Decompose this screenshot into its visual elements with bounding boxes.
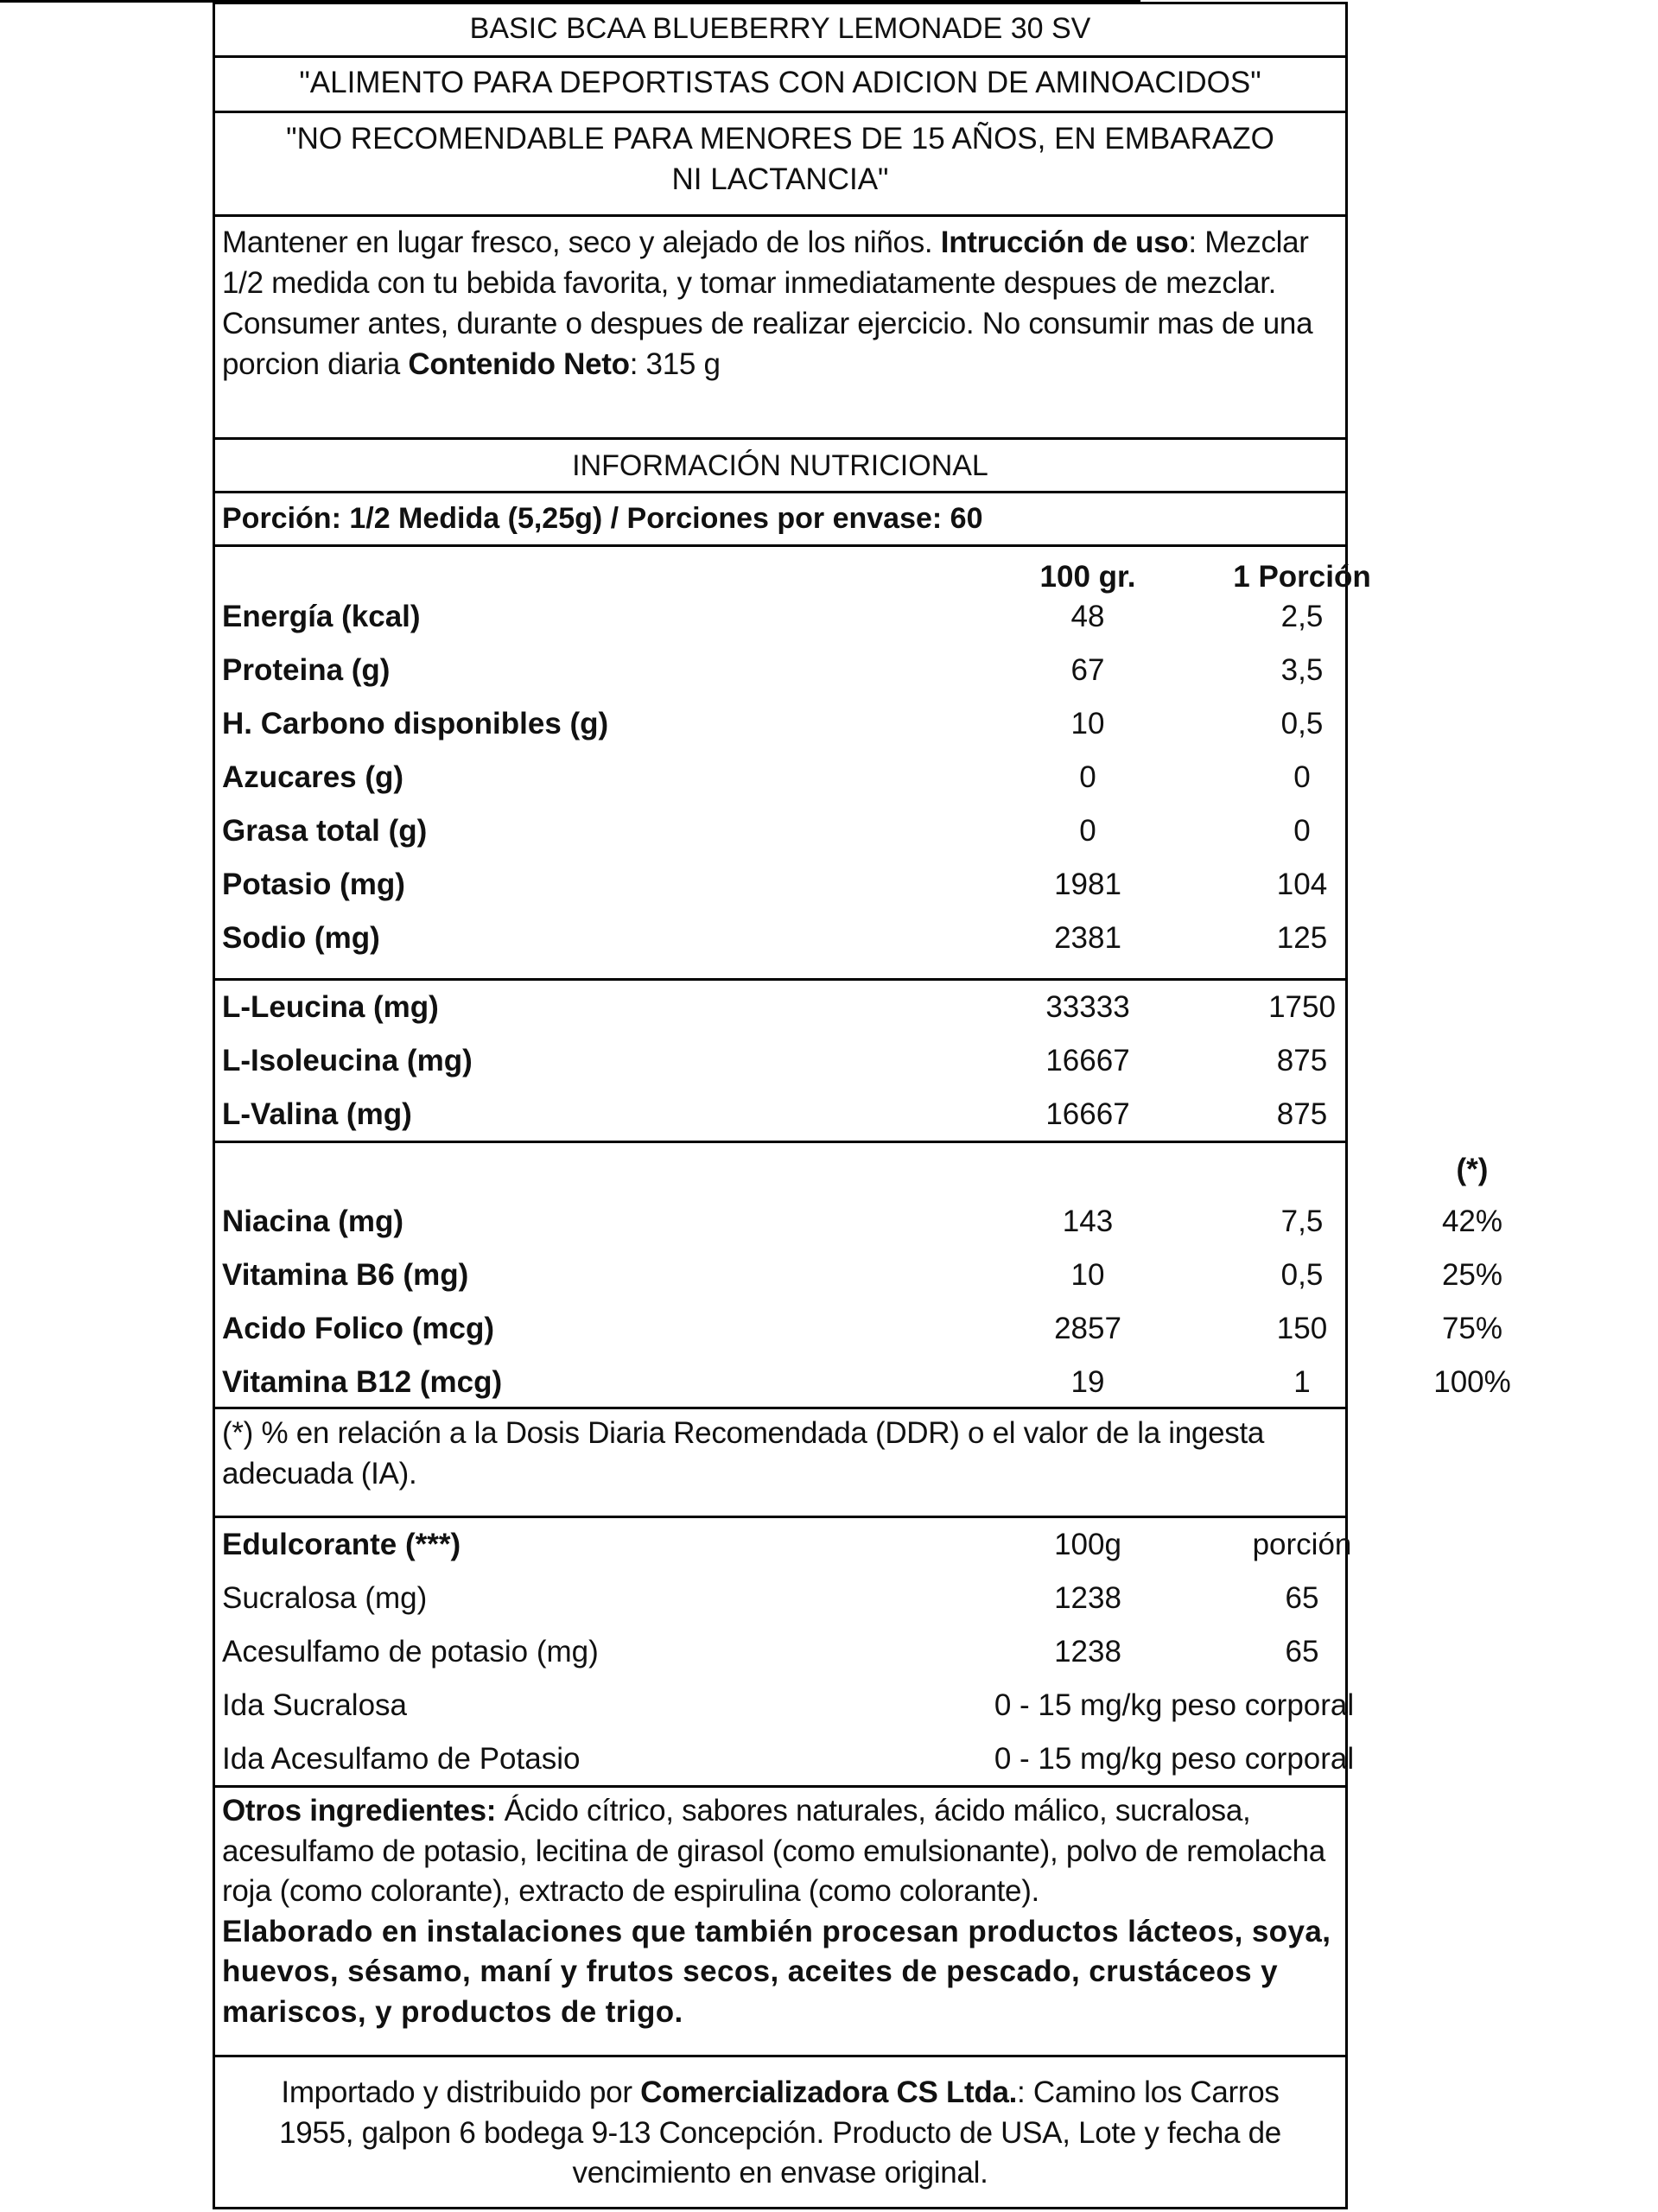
- vitamin-row-per-100: 19: [1070, 1365, 1105, 1399]
- vitamin-row-daily-pct: 75%: [1441, 1312, 1503, 1345]
- sweetener-col-portion: porción: [1252, 1528, 1352, 1561]
- amino-section: [215, 981, 1345, 1143]
- nutrient-row-per-portion: 3,5: [1280, 653, 1324, 687]
- sweetener-header-row: [215, 1518, 1352, 1572]
- vitamin-row-name: Niacina (mg): [222, 1205, 404, 1238]
- vitamins-section: [215, 1143, 1511, 1409]
- nutrient-row-per-portion: 0: [1293, 814, 1311, 848]
- nutrient-row-per-100: 0: [1079, 760, 1096, 794]
- vitamin-row-per-portion: 150: [1276, 1312, 1328, 1345]
- nutrient-row: [215, 590, 1345, 644]
- vitamin-row: [215, 1249, 1503, 1302]
- sweetener-row: [215, 1572, 1345, 1625]
- nutrition-label: [213, 2, 1511, 2209]
- nutrients-section: [215, 547, 1371, 981]
- sweetener-row-name: Sucralosa (mg): [222, 1581, 428, 1615]
- ida-row-value: 0 - 15 mg/kg peso corporal: [994, 1688, 1355, 1722]
- serving-section: [215, 493, 1345, 547]
- amino-row-per-100: 33333: [1045, 990, 1130, 1024]
- amino-row: [215, 1034, 1345, 1088]
- nutrient-row-per-100: 2381: [1054, 921, 1121, 955]
- col-portion-header: 1 Porción: [1233, 560, 1371, 594]
- vitamin-row-per-100: 143: [1062, 1205, 1114, 1238]
- usage-section: [215, 217, 1345, 440]
- sweetener-title: Edulcorante (***): [222, 1528, 461, 1561]
- nutrient-row-name: Potasio (mg): [222, 868, 405, 901]
- amino-row: [215, 981, 1345, 1034]
- vitamin-row-name: Acido Folico (mcg): [222, 1312, 494, 1345]
- amino-row-per-100: 16667: [1045, 1097, 1130, 1131]
- nutrient-row-name: Energía (kcal): [222, 600, 421, 633]
- nutrient-row-per-portion: 104: [1276, 868, 1328, 901]
- allergen-statement: Elaborado en instalaciones que también procesan productos lácteos, soya, huevos, sésamo, maní y frutos secos, aceites de pescado, crustáceos y mariscos, y productos de trigo.: [222, 1914, 1331, 2029]
- vitamin-row-daily-pct: 100%: [1433, 1365, 1511, 1399]
- amino-row-name: L-Isoleucina (mg): [222, 1044, 473, 1077]
- importer-address: : Camino los Carros 1955, galpon 6 bodega 9-13 Concepción. Producto de USA, Lote y fecha de vencimiento en envase original.: [279, 2075, 1281, 2190]
- amino-row-per-portion: 1750: [1268, 990, 1336, 1024]
- nutrient-row: [215, 858, 1345, 912]
- vitamin-row: [215, 1195, 1503, 1249]
- nutrient-row-per-portion: 0,5: [1280, 707, 1324, 741]
- importer-section: [215, 2057, 1345, 2209]
- nutrient-row-per-portion: 2,5: [1280, 600, 1324, 633]
- nutrient-row: [215, 644, 1345, 697]
- vitamins-header-row: [215, 1143, 1489, 1197]
- vitamin-row-per-100: 2857: [1054, 1312, 1121, 1345]
- ingredients-section: [215, 1788, 1345, 2057]
- sweetener-row-per-100: 1238: [1054, 1635, 1121, 1669]
- nutrient-row-name: Grasa total (g): [222, 814, 428, 848]
- sweetener-row-per-100: 1238: [1054, 1581, 1121, 1615]
- nutrient-row-name: Proteina (g): [222, 653, 391, 687]
- sweetener-section: [215, 1518, 1355, 1788]
- sweetener-row-per-portion: 65: [1285, 1635, 1319, 1669]
- category-section: [215, 58, 1345, 113]
- ida-row-name: Ida Sucralosa: [222, 1688, 408, 1722]
- ida-row: [215, 1732, 1355, 1786]
- nutrient-row-per-100: 48: [1070, 600, 1105, 633]
- ida-row-name: Ida Acesulfamo de Potasio: [222, 1742, 581, 1776]
- nutrient-row-name: Azucares (g): [222, 760, 404, 794]
- nutrition-title-section: [215, 440, 1345, 493]
- importer-company: Comercializadora CS Ltda.: [640, 2075, 1018, 2109]
- warning-section: [215, 113, 1345, 217]
- age-warning: "NO RECOMENDABLE PARA MENORES DE 15 AÑOS, EN EMBARAZO NI LACTANCIA": [286, 122, 1274, 196]
- nutrient-row: [215, 751, 1345, 804]
- net-content-label: Contenido Neto: [408, 347, 630, 381]
- vitamin-row-name: Vitamina B12 (mcg): [222, 1365, 503, 1399]
- product-title-section: [215, 4, 1345, 58]
- vitamin-row-per-portion: 7,5: [1280, 1205, 1324, 1238]
- serving-info: Porción: 1/2 Medida (5,25g) / Porciones por envase: 60: [222, 502, 983, 535]
- instructions-text: : Mezclar 1/2 medida con tu bebida favorita, y tomar inmediatamente despues de mezclar. Consumer antes, durante o despues de realizar ejercicio. No consumir mas de una porcion diaria: [222, 226, 1313, 381]
- amino-row: [215, 1088, 1345, 1141]
- nutrient-row: [215, 804, 1345, 858]
- vitamin-row-name: Vitamina B6 (mg): [222, 1258, 469, 1292]
- vitamin-row: [215, 1356, 1511, 1409]
- vitamin-row-daily-pct: 25%: [1441, 1258, 1503, 1292]
- sweetener-row-name: Acesulfamo de potasio (mg): [222, 1635, 599, 1669]
- sweetener-row-per-portion: 65: [1285, 1581, 1319, 1615]
- nutrition-title: INFORMACIÓN NUTRICIONAL: [572, 449, 988, 482]
- storage-text: Mantener en lugar fresco, seco y alejado de los niños.: [222, 226, 941, 259]
- instructions-label: Intrucción de uso: [940, 226, 1189, 259]
- ida-row-value: 0 - 15 mg/kg peso corporal: [994, 1742, 1355, 1776]
- nutrient-row-name: Sodio (mg): [222, 921, 380, 955]
- nutrient-row-per-100: 67: [1070, 653, 1105, 687]
- ingredients-text: Ácido cítrico, sabores naturales, ácido málico, sucralosa, acesulfamo de potasio, lecitina de girasol (como emulsionante), polvo de remolacha roja (como colorante), extracto de espirulina (como colorante).: [222, 1794, 1325, 1908]
- nutrient-row-name: H. Carbono disponibles (g): [222, 707, 609, 741]
- sweetener-col-100g: 100g: [1054, 1528, 1121, 1561]
- sweetener-row: [215, 1625, 1345, 1679]
- amino-row-name: L-Valina (mg): [222, 1097, 412, 1131]
- vitamin-row-per-100: 10: [1070, 1258, 1105, 1292]
- footnote-section: [215, 1409, 1345, 1518]
- nutrient-row-per-100: 10: [1070, 707, 1105, 741]
- vitamin-row-daily-pct: 42%: [1441, 1205, 1503, 1238]
- vitamin-row: [215, 1302, 1503, 1356]
- nutrient-row-per-portion: 0: [1293, 760, 1311, 794]
- amino-row-name: L-Leucina (mg): [222, 990, 439, 1024]
- amino-row-per-portion: 875: [1276, 1097, 1328, 1131]
- amino-row-per-portion: 875: [1276, 1044, 1328, 1077]
- nutrient-row-per-portion: 125: [1276, 921, 1328, 955]
- nutrient-row-per-100: 0: [1079, 814, 1096, 848]
- product-category: "ALIMENTO PARA DEPORTISTAS CON ADICION DE AMINOACIDOS": [299, 66, 1261, 99]
- vitamin-row-per-portion: 1: [1293, 1365, 1311, 1399]
- net-content-value: : 315 g: [629, 347, 721, 381]
- nutrient-row: [215, 697, 1345, 751]
- ingredients-label: Otros ingredientes:: [222, 1794, 497, 1827]
- importer-text: Importado y distribuido por: [281, 2075, 641, 2109]
- vitamin-row-per-portion: 0,5: [1280, 1258, 1324, 1292]
- ida-row: [215, 1679, 1355, 1732]
- amino-row-per-100: 16667: [1045, 1044, 1130, 1077]
- col-100g-header: 100 gr.: [1039, 560, 1136, 594]
- pct-header: (*): [1456, 1153, 1489, 1186]
- nutrient-row-per-100: 1981: [1054, 868, 1121, 901]
- nutrient-row: [215, 912, 1345, 965]
- product-title: BASIC BCAA BLUEBERRY LEMONADE 30 SV: [469, 12, 1091, 45]
- ddr-footnote: (*) % en relación a la Dosis Diaria Recomendada (DDR) o el valor de la ingesta adecuada (IA).: [222, 1416, 1265, 1491]
